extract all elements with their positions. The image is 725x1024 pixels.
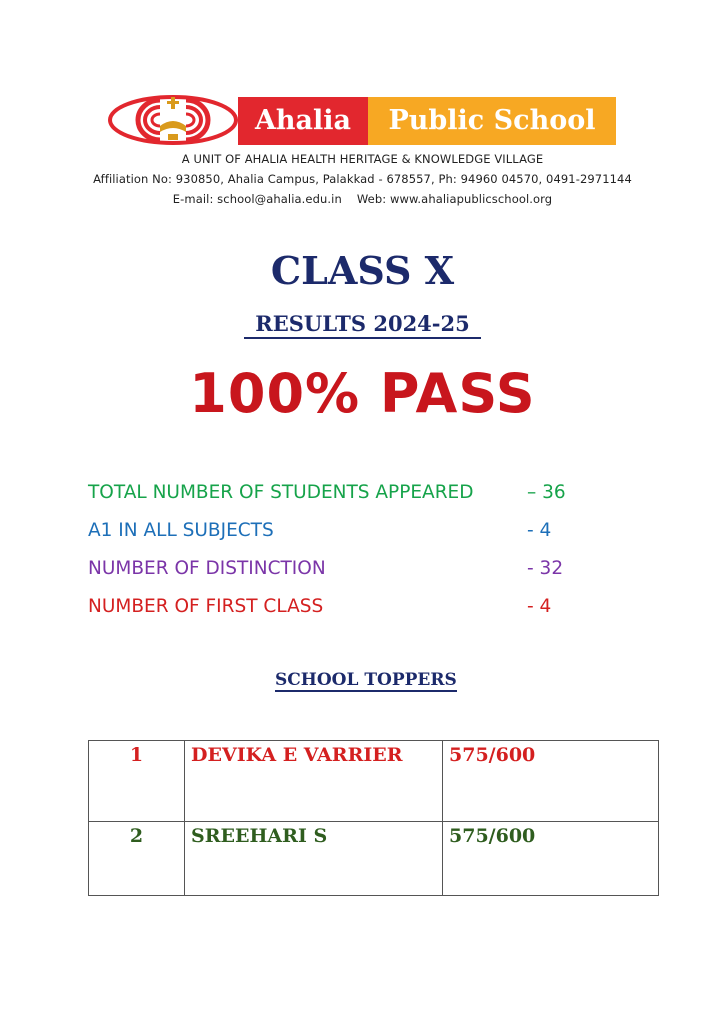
topper-name: SREEHARI S bbox=[185, 822, 443, 895]
stat-value: – 36 bbox=[527, 482, 566, 503]
stat-students-appeared bbox=[88, 482, 648, 510]
school-name-primary: Ahalia bbox=[238, 97, 368, 145]
stat-distinction bbox=[88, 558, 648, 586]
stat-label: TOTAL NUMBER OF STUDENTS APPEARED bbox=[88, 482, 474, 503]
school-affiliation: Affiliation No: 930850, Ahalia Campus, Palakkad - 678557, Ph: 94960 04570, 0491-2971144 bbox=[93, 172, 632, 186]
stat-label: NUMBER OF DISTINCTION bbox=[88, 558, 326, 579]
toppers-heading: SCHOOL TOPPERS bbox=[275, 670, 457, 690]
stat-value: - 4 bbox=[527, 520, 552, 541]
table-row bbox=[89, 741, 658, 822]
topper-score: 575/600 bbox=[449, 744, 536, 766]
stat-first-class bbox=[88, 596, 648, 624]
topper-rank: 2 bbox=[89, 822, 185, 895]
school-name-secondary: Public School bbox=[368, 97, 616, 145]
table-row bbox=[89, 822, 658, 895]
stat-value: - 4 bbox=[527, 596, 552, 617]
topper-score: 575/600 bbox=[449, 825, 536, 847]
stat-value: - 32 bbox=[527, 558, 564, 579]
pass-headline: 100% PASS bbox=[189, 362, 536, 425]
ahalia-emblem-icon bbox=[108, 94, 238, 146]
stat-label: NUMBER OF FIRST CLASS bbox=[88, 596, 324, 617]
stat-a1-all-subjects bbox=[88, 520, 648, 548]
results-subtitle: RESULTS 2024-25 bbox=[244, 311, 481, 339]
school-tagline: A UNIT OF AHALIA HEALTH HERITAGE & KNOWLEDGE VILLAGE bbox=[181, 152, 544, 166]
topper-name: DEVIKA E VARRIER bbox=[185, 741, 443, 821]
school-contact: E-mail: school@ahalia.edu.in Web: www.ahaliapublicschool.org bbox=[172, 192, 553, 206]
page-title: CLASS X bbox=[270, 248, 455, 293]
topper-rank: 1 bbox=[89, 741, 185, 821]
toppers-table bbox=[88, 740, 659, 896]
stat-label: A1 IN ALL SUBJECTS bbox=[88, 520, 274, 541]
